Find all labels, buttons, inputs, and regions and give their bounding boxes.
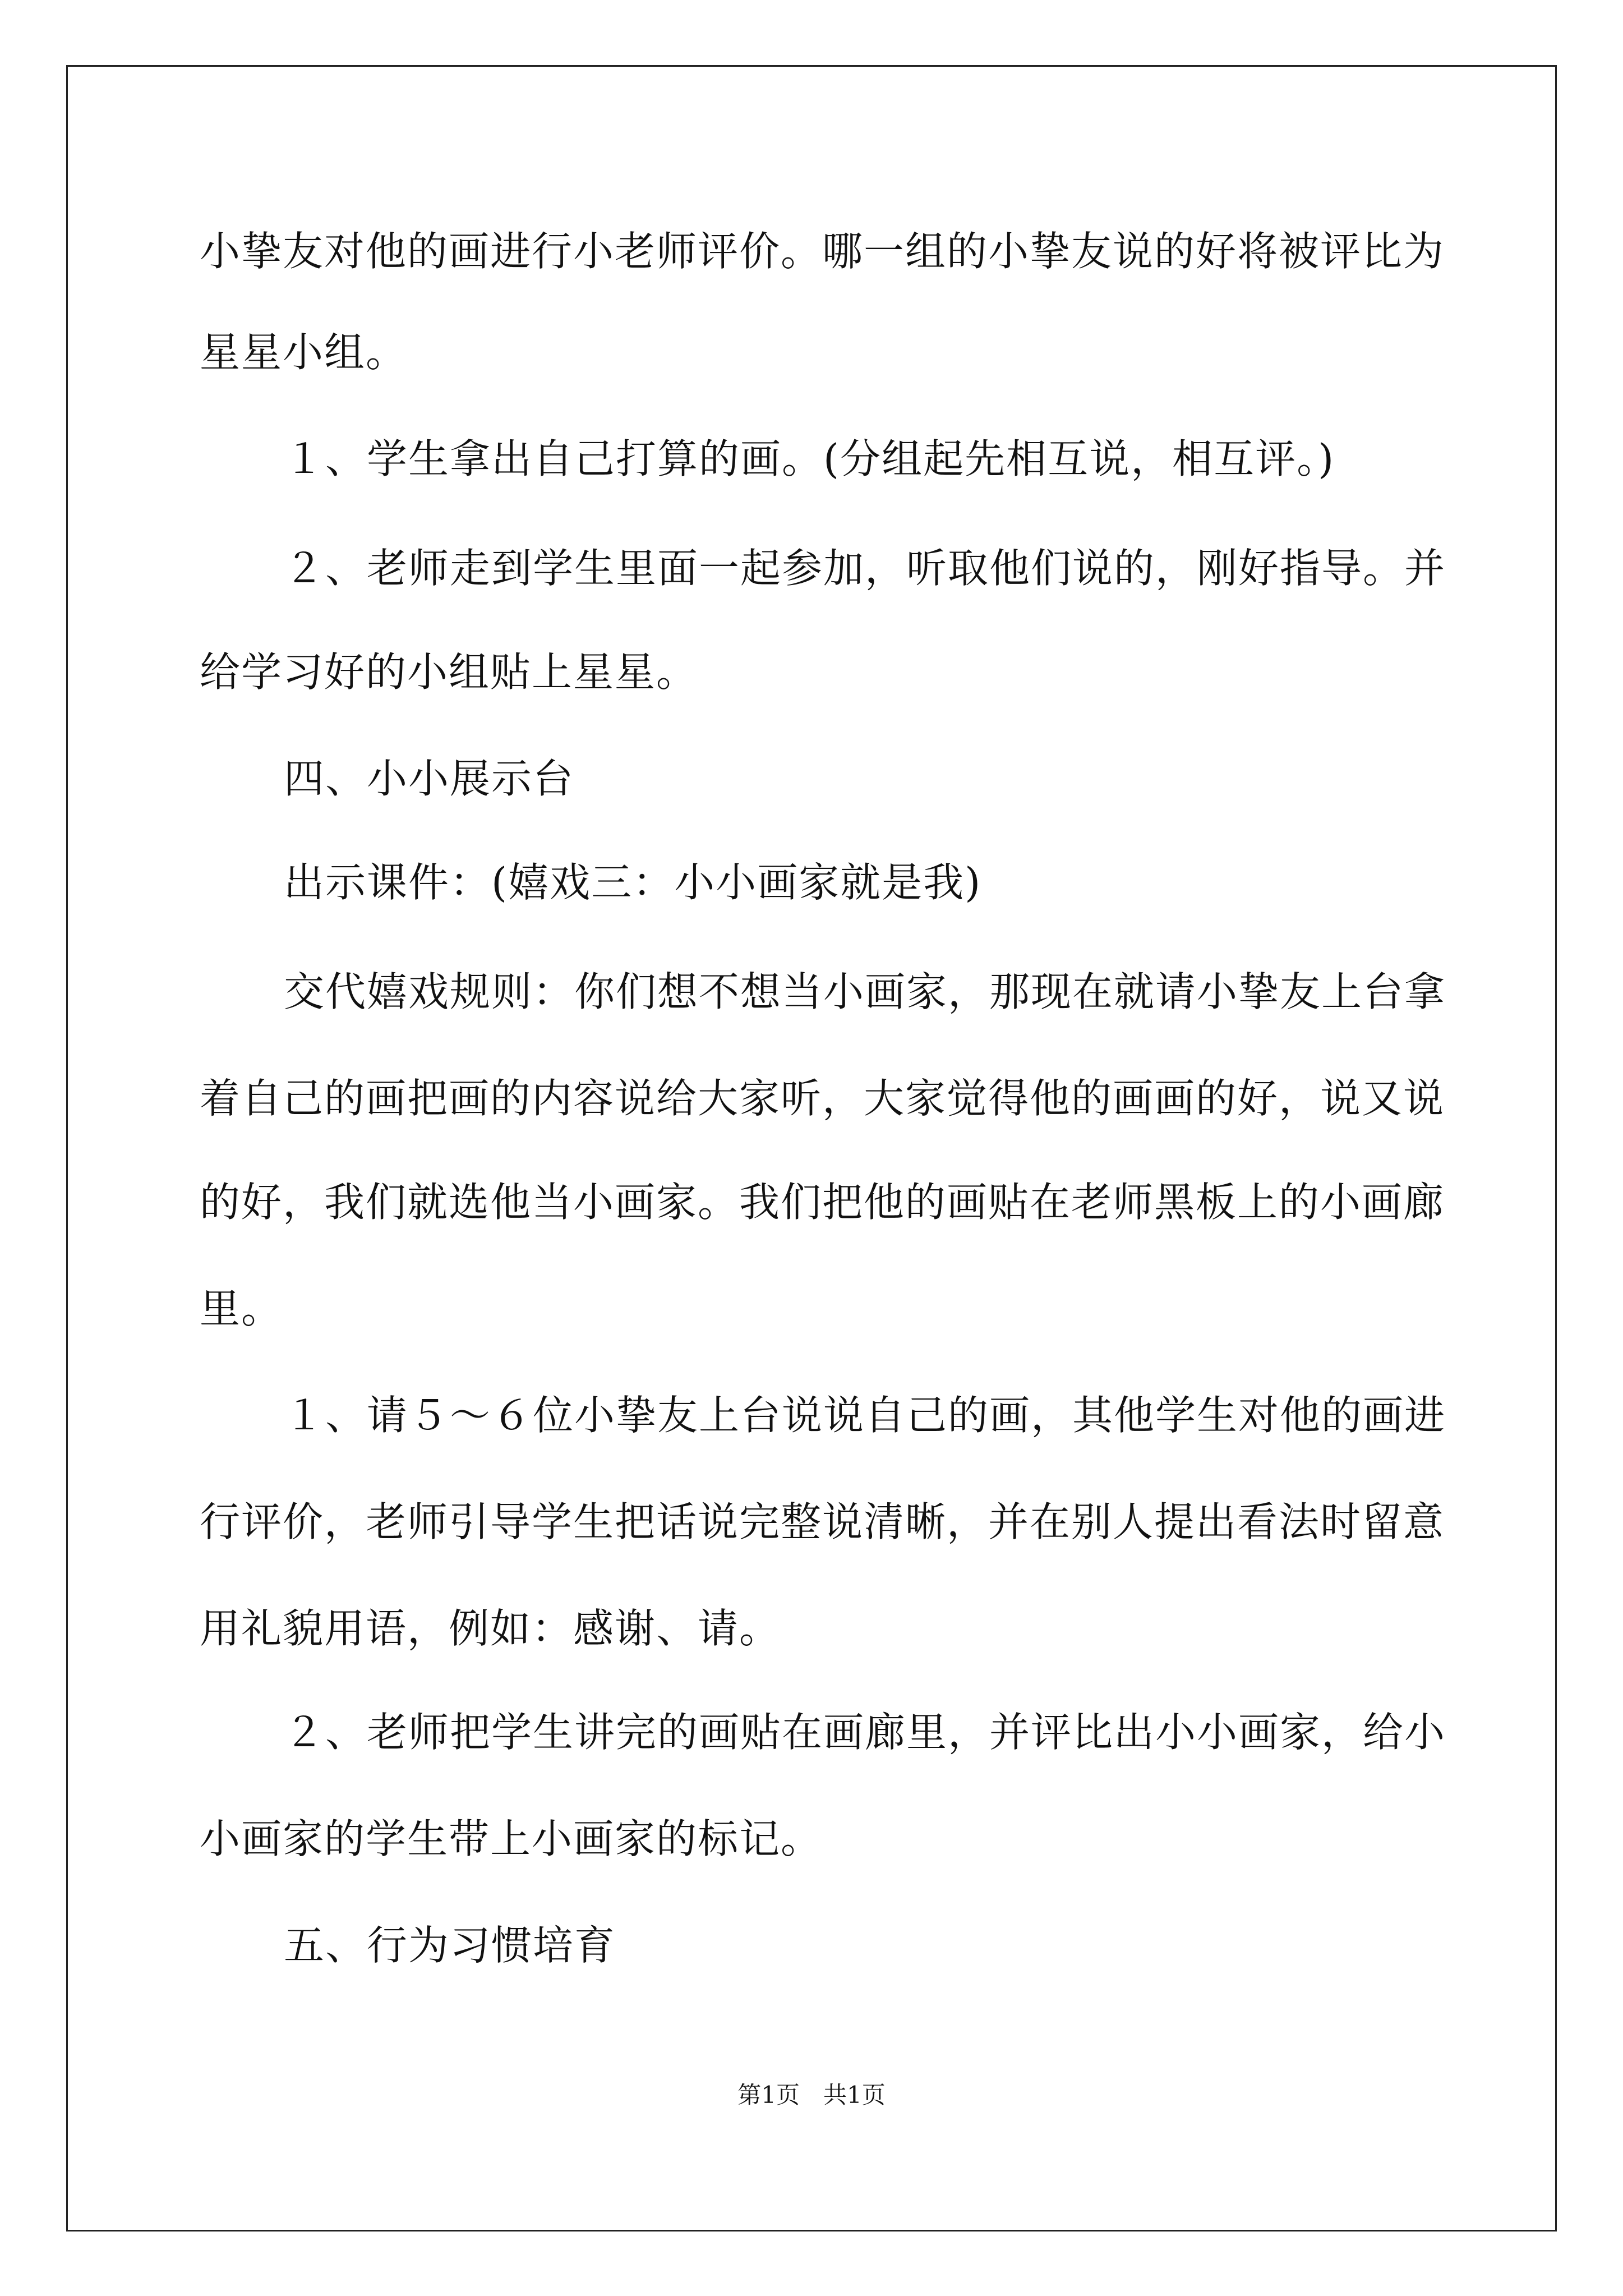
text-line: 给学习好的小组贴上星星。 <box>200 648 698 696</box>
page-border <box>66 65 1557 2231</box>
text-line: 着自己的画把画的内容说给大家听，大家觉得他的画画的好，说又说 <box>200 1075 1445 1122</box>
text-line: 出示课件：(嬉戏三：小小画家就是我) <box>284 859 982 906</box>
text-line: ２、老师把学生讲完的画贴在画廊里，并评比出小小画家，给小 <box>284 1709 1446 1756</box>
text-line: １、学生拿出自己打算的画。(分组起先相互说，相互评。) <box>284 435 1335 482</box>
text-line: 用礼貌用语，例如：感谢、请。 <box>200 1605 781 1652</box>
text-line: 行评价，老师引导学生把话说完整说清晰，并在别人提出看法时留意 <box>200 1498 1445 1545</box>
text-line: 里。 <box>200 1285 283 1332</box>
text-line: １、请５～６位小挚友上台说说自己的画，其他学生对他的画进 <box>284 1392 1446 1439</box>
text-line: 的好，我们就选他当小画家。我们把他的画贴在老师黑板上的小画廊 <box>200 1179 1445 1226</box>
section-heading: 四、小小展示台 <box>284 755 575 802</box>
text-line: 交代嬉戏规则：你们想不想当小画家，那现在就请小挚友上台拿 <box>284 968 1446 1015</box>
text-line: 小挚友对他的画进行小老师评价。哪一组的小挚友说的好将被评比为 <box>200 228 1445 275</box>
text-line: ２、老师走到学生里面一起参加，听取他们说的，刚好指导。并 <box>284 545 1446 592</box>
page-number-footer: 第1页 共1页 <box>737 2081 886 2109</box>
section-heading: 五、行为习惯培育 <box>284 1922 616 1969</box>
text-line: 小画家的学生带上小画家的标记。 <box>200 1815 823 1862</box>
text-line: 星星小组。 <box>200 329 408 376</box>
